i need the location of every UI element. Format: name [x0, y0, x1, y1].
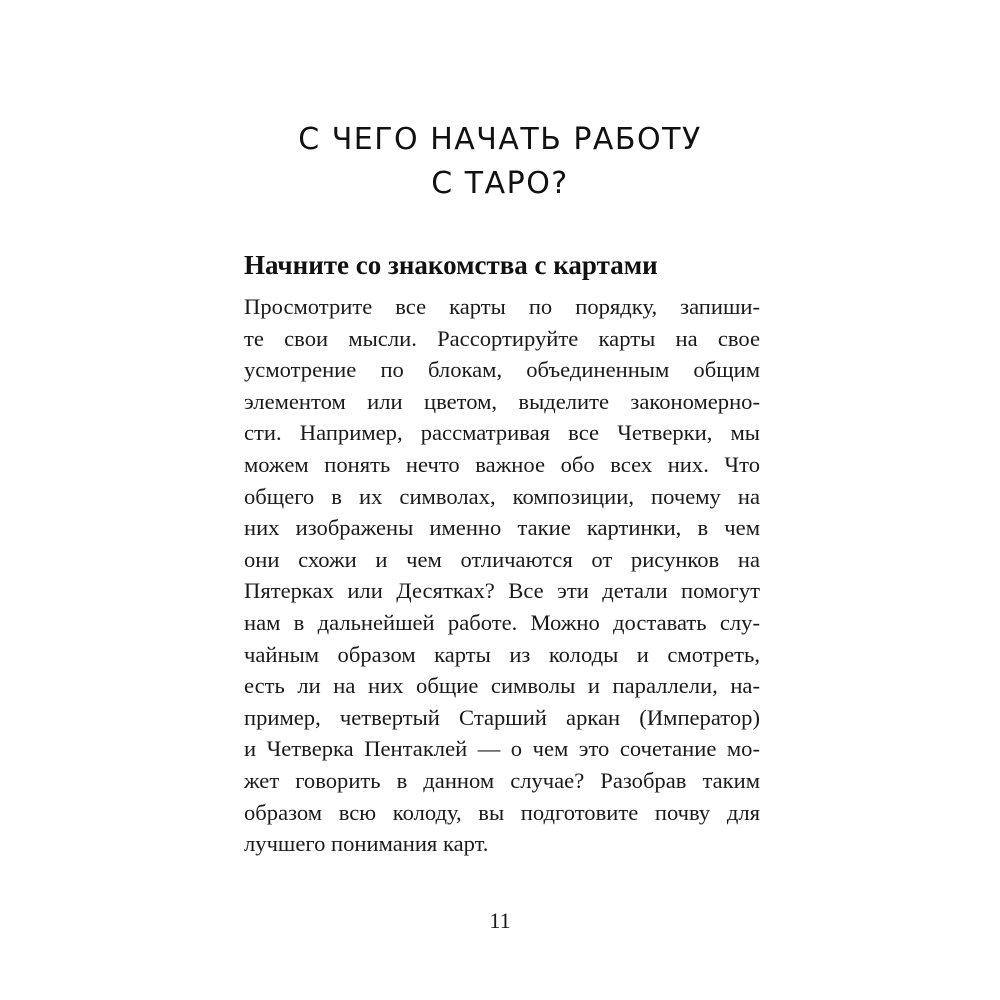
section-heading: Начните со знакомства с картами [244, 250, 658, 280]
page-number: 11 [489, 908, 511, 933]
body-line: образом всю колоду, вы подготовите почву для [244, 799, 760, 825]
body-line: чайным образом карты из колоды и смотреть, [244, 641, 760, 667]
body-line: усмотрение по блокам, объединенным общим [244, 357, 760, 383]
chapter-title-line-1: С ЧЕГО НАЧАТЬ РАБОТУ [298, 122, 702, 157]
body-line: они схожи и чем отличаются от рисунков на [244, 546, 760, 572]
body-line: Просмотрите все карты по порядку, запиши- [244, 294, 760, 319]
body-line: пример, четвертый Старший аркан (Император) [244, 704, 760, 730]
body-paragraph [244, 291, 760, 860]
body-line: жет говорить в данном случае? Разобрав таким [244, 767, 760, 793]
chapter-title-line-2: С ТАРО? [431, 166, 569, 201]
body-line: можем понять нечто важное обо всех них. Что [244, 451, 760, 477]
body-line: те свои мысли. Рассортируйте карты на свое [244, 325, 760, 351]
body-line: нам в дальнейшей работе. Можно доставать слу- [244, 609, 760, 635]
body-line: элементом или цветом, выделите закономерно- [244, 388, 760, 414]
body-line: общего в их символах, композиции, почему на [244, 483, 760, 509]
body-line: сти. Например, рассматривая все Четверки, мы [244, 420, 760, 446]
body-line: них изображены именно такие картинки, в чем [244, 515, 760, 541]
body-line: Пятерках или Десятках? Все эти детали помогут [244, 578, 760, 604]
body-line: лучшего понимания карт. [244, 831, 489, 857]
body-line: и Четверка Пентаклей — о чем это сочетание мо- [244, 736, 760, 762]
body-line: есть ли на них общие символы и параллели, на- [244, 673, 760, 699]
chapter-title [0, 118, 1000, 206]
